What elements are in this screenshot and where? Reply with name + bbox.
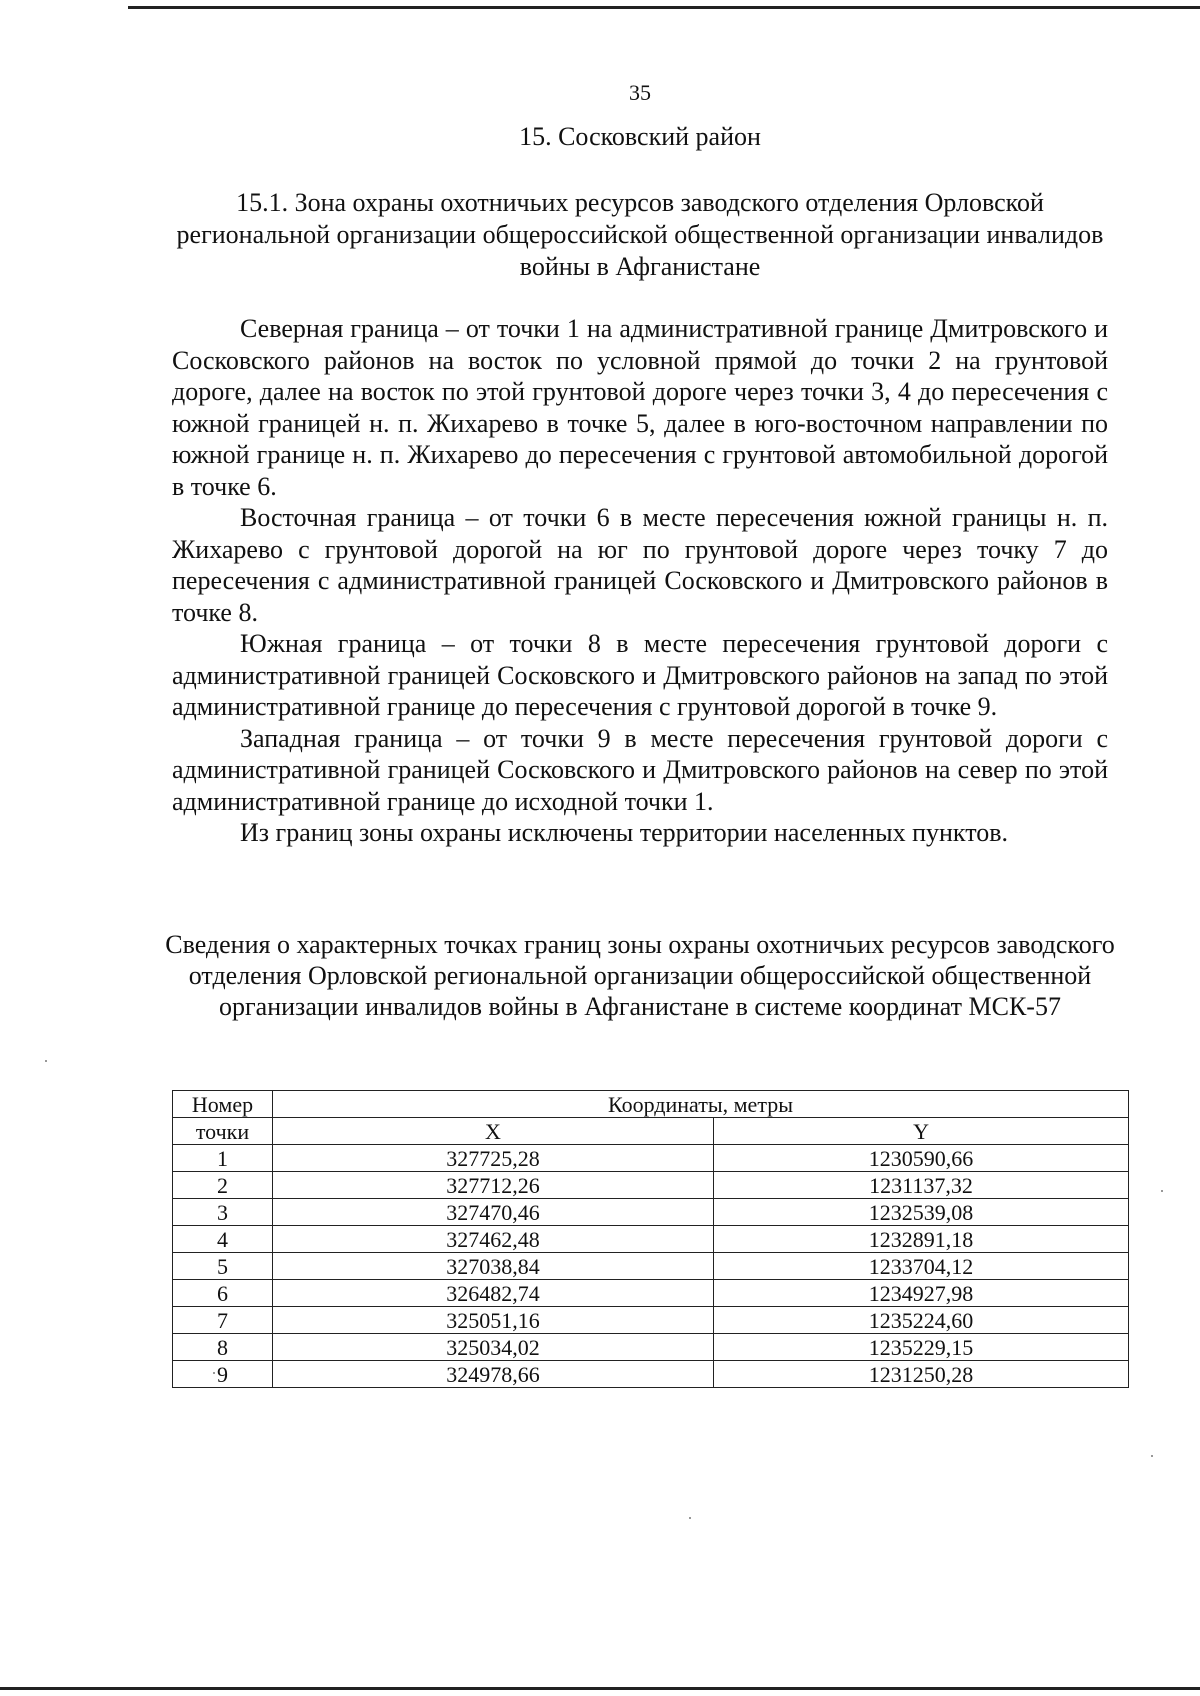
point-number-cell: 5 — [173, 1253, 273, 1280]
table-row — [173, 1172, 1129, 1199]
table-row — [173, 1307, 1129, 1334]
point-number-cell: 1 — [173, 1145, 273, 1172]
table-row — [173, 1145, 1129, 1172]
scan-speck — [213, 1372, 215, 1374]
north-boundary-paragraph: Северная граница – от точки 1 на административной границе Дмитровского и Сосковского районов на восток по условной прямой до точки 2 на грунтовой дороге, далее на восток по этой грунтовой дороге через точки 3, 4 до пересечения с южной границей н. п. Жихарево в точке 5, далее в юго-восточном направлении по южной границе н. п. Жихарево до пересечения с грунтовой автомобильной дорогой в точке 6. — [172, 314, 1108, 501]
page-number: 35 — [629, 80, 651, 105]
y-coordinate-cell: 1232539,08 — [714, 1199, 1129, 1226]
x-coordinate-cell: 326482,74 — [273, 1280, 714, 1307]
table-row — [173, 1253, 1129, 1280]
table-row — [173, 1361, 1129, 1388]
header-coordinates: Координаты, метры — [273, 1091, 1129, 1118]
east-boundary-paragraph: Восточная граница – от точки 6 в месте пересечения южной границы н. п. Жихарево с грунтовой дорогой на юг по грунтовой дороге через точку 7 до пересечения с административной границей Сосковского и Дмитровского районов в точке 8. — [172, 503, 1108, 627]
point-number-cell: 8 — [173, 1334, 273, 1361]
scan-speck — [1161, 1190, 1163, 1192]
x-coordinate-cell: 327038,84 — [273, 1253, 714, 1280]
point-number-cell: 4 — [173, 1226, 273, 1253]
top-scan-border — [128, 6, 1200, 9]
south-boundary-paragraph: Южная граница – от точки 8 в месте пересечения грунтовой дороги с административной границей Сосковского и Дмитровского районов на запад по этой административной границе до пересечения с грунтовой дорогой в точке 9. — [172, 629, 1108, 721]
x-coordinate-cell: 327470,46 — [273, 1199, 714, 1226]
west-boundary-paragraph: Западная граница – от точки 9 в месте пересечения грунтовой дороги с административной границей Сосковского и Дмитровского районов на север по этой административной границе до исходной точки 1. — [172, 723, 1108, 816]
header-point: точки — [173, 1118, 273, 1145]
y-coordinate-cell: 1233704,12 — [714, 1253, 1129, 1280]
table-heading: Сведения о характерных точках границ зоны охраны охотничьих ресурсов заводского отделения Орловской региональной организации общероссийской общественной организации инвалидов войны в Афганистане в системе координат МСК-57 — [165, 930, 1115, 1021]
y-coordinate-cell: 1235224,60 — [714, 1307, 1129, 1334]
point-number-cell: 7 — [173, 1307, 273, 1334]
x-coordinate-cell: 325051,16 — [273, 1307, 714, 1334]
header-x: X — [273, 1118, 714, 1145]
header-number: Номер — [173, 1091, 273, 1118]
table-row — [173, 1199, 1129, 1226]
y-coordinate-cell: 1232891,18 — [714, 1226, 1129, 1253]
x-coordinate-cell: 327712,26 — [273, 1172, 714, 1199]
coordinates-table — [172, 1090, 1129, 1388]
y-coordinate-cell: 1235229,15 — [714, 1334, 1129, 1361]
exclusion-paragraph: Из границ зоны охраны исключены территории населенных пунктов. — [240, 818, 1009, 847]
scan-speck — [1151, 1455, 1153, 1457]
boundary-description — [172, 313, 1108, 849]
bottom-scan-border — [0, 1687, 1200, 1690]
section-title: 15. Сосковский район — [519, 122, 761, 151]
point-number-cell: 6 — [173, 1280, 273, 1307]
x-coordinate-cell: 325034,02 — [273, 1334, 714, 1361]
scan-speck — [45, 1060, 47, 1062]
x-coordinate-cell: 327725,28 — [273, 1145, 714, 1172]
table-row — [173, 1334, 1129, 1361]
y-coordinate-cell: 1230590,66 — [714, 1145, 1129, 1172]
point-number-cell: 9 — [173, 1361, 273, 1388]
y-coordinate-cell: 1231250,28 — [714, 1361, 1129, 1388]
x-coordinate-cell: 327462,48 — [273, 1226, 714, 1253]
y-coordinate-cell: 1231137,32 — [714, 1172, 1129, 1199]
table-row — [173, 1280, 1129, 1307]
point-number-cell: 2 — [173, 1172, 273, 1199]
point-number-cell: 3 — [173, 1199, 273, 1226]
scan-speck — [689, 1517, 691, 1519]
x-coordinate-cell: 324978,66 — [273, 1361, 714, 1388]
y-coordinate-cell: 1234927,98 — [714, 1280, 1129, 1307]
subsection-title: 15.1. Зона охраны охотничьих ресурсов заводского отделения Орловской региональной организации общероссийской общественной организации инвалидов войны в Афганистане — [176, 188, 1104, 281]
header-y: Y — [714, 1118, 1129, 1145]
coordinates-table-body — [173, 1145, 1129, 1388]
table-row — [173, 1226, 1129, 1253]
